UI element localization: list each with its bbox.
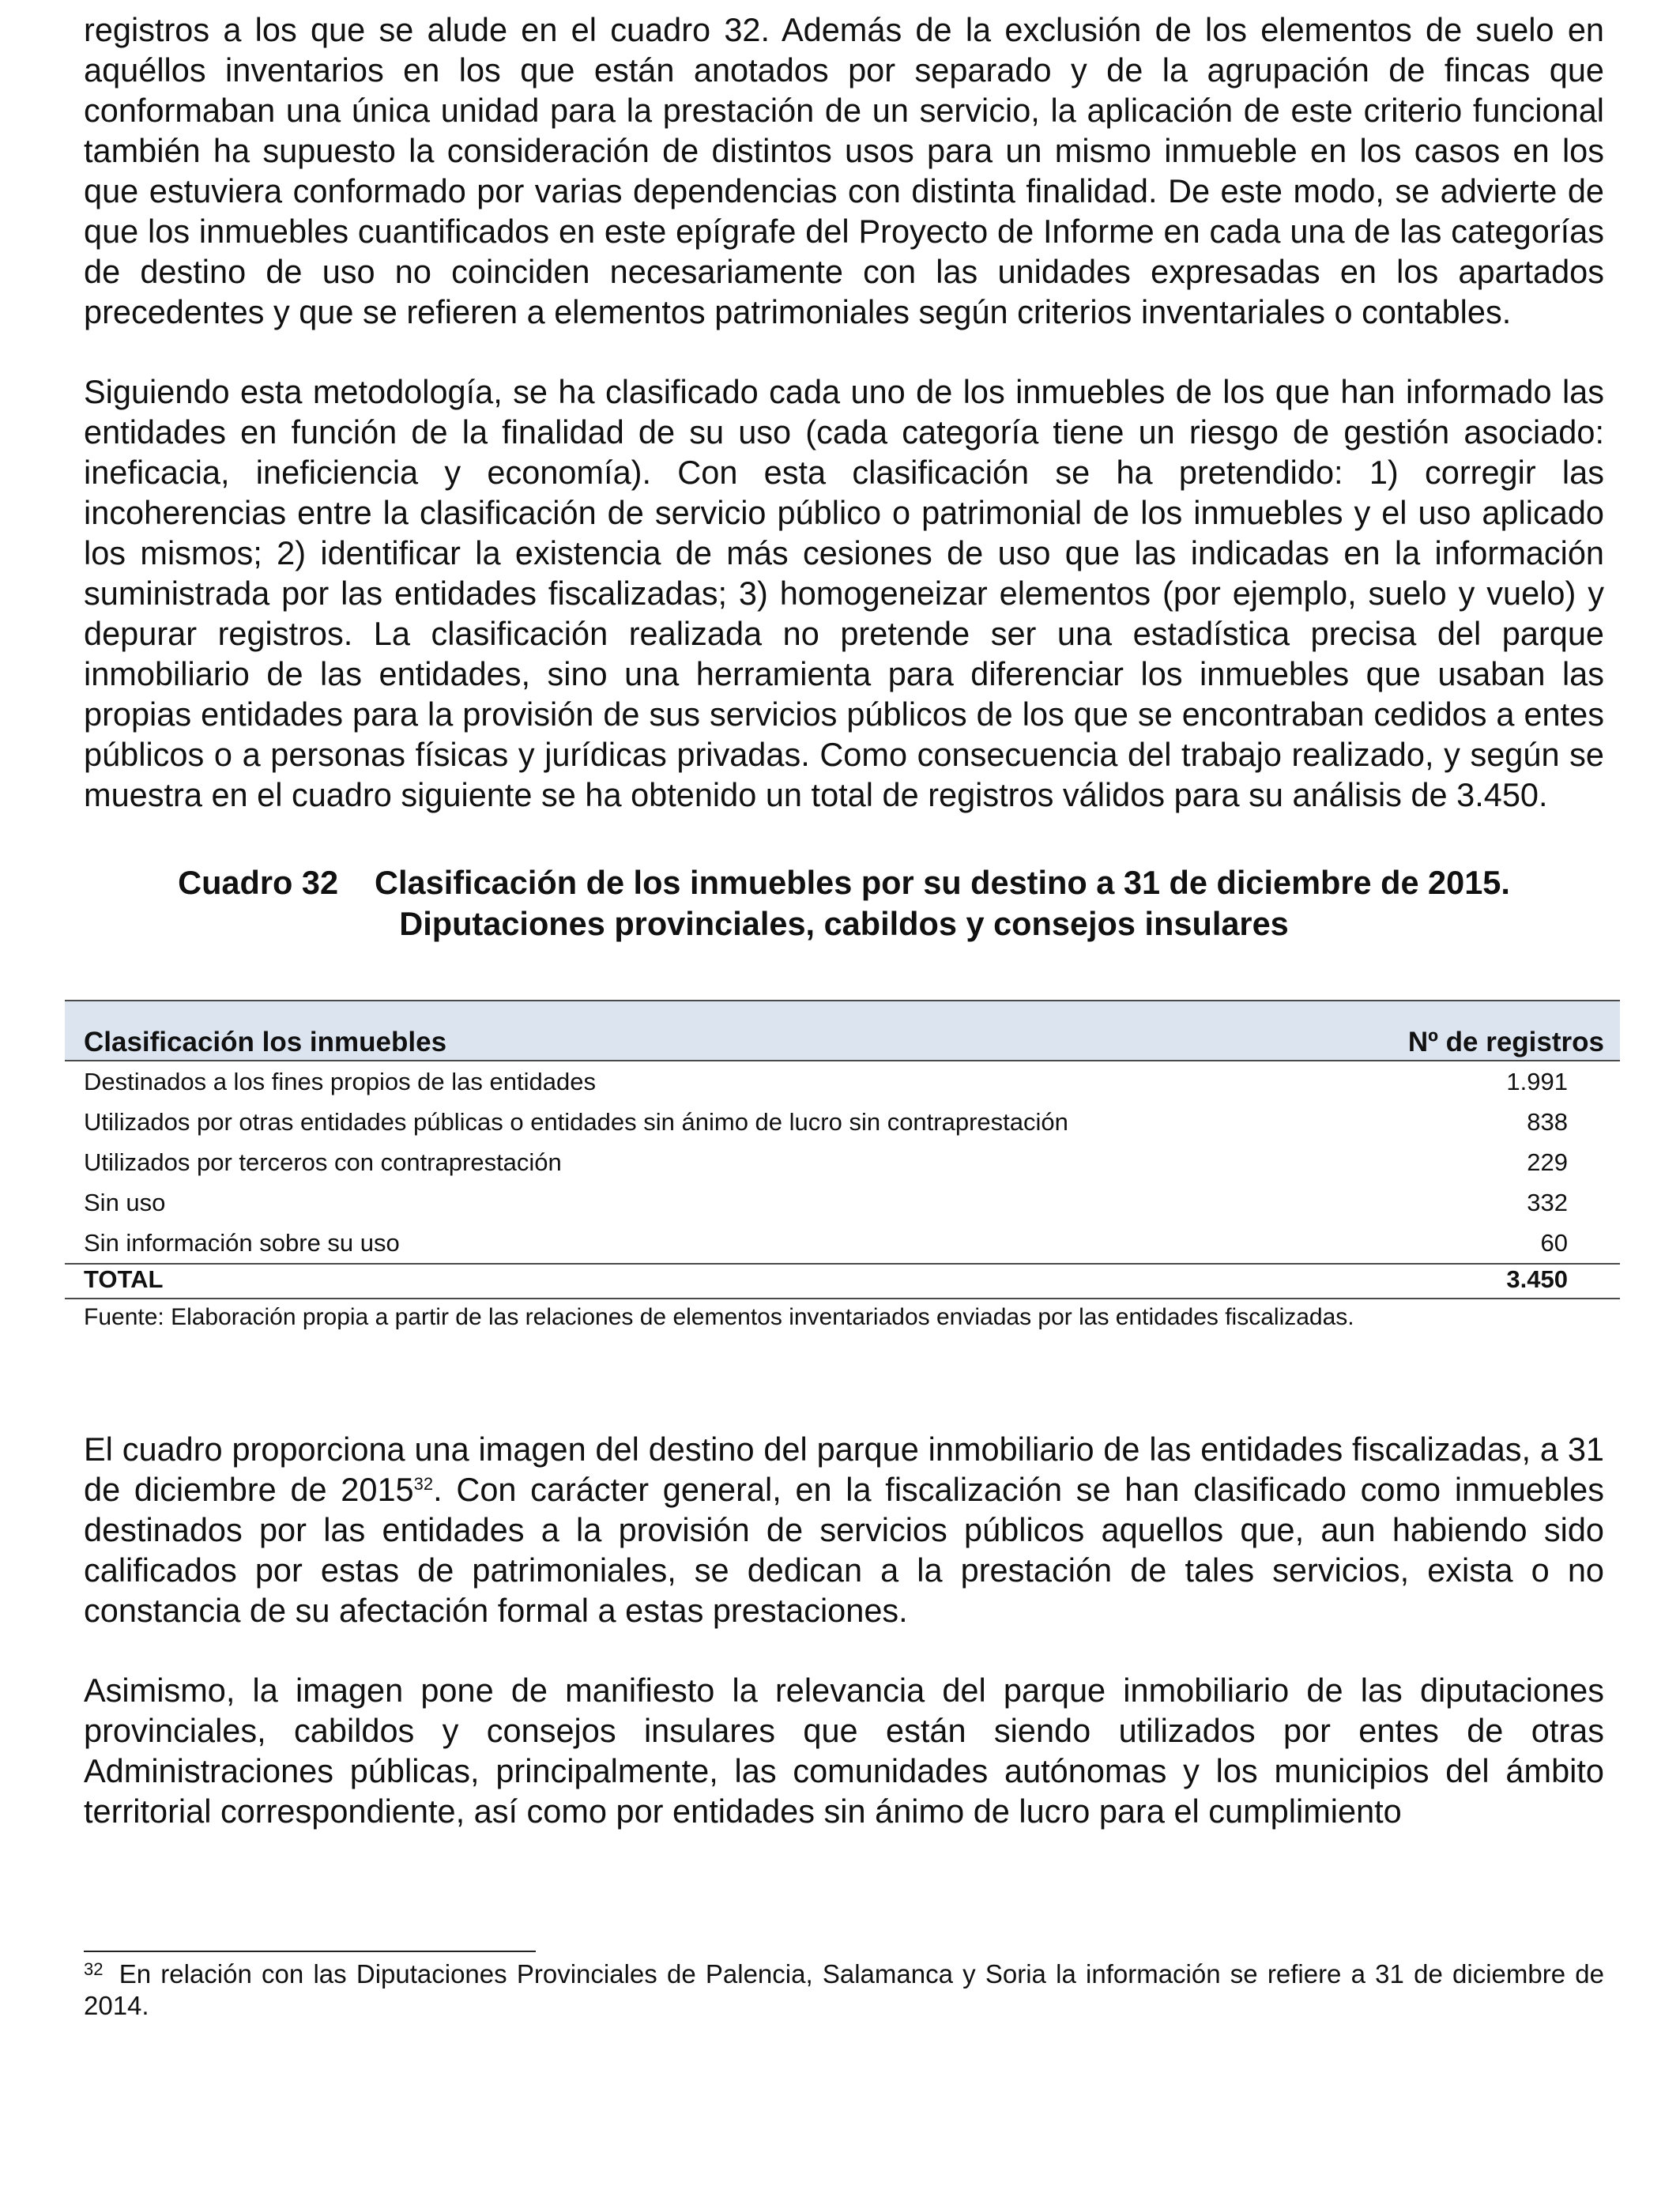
- footnote-number: 32: [84, 1959, 104, 1979]
- table-row: [65, 1102, 1620, 1142]
- table-header-row: [65, 1001, 1620, 1061]
- row-value: 1.991: [1506, 1068, 1568, 1095]
- paragraph-text: El cuadro proporciona una imagen del destino del parque inmobiliario de las entidades fiscalizadas, a 31 de diciembre de 2015: [84, 1431, 1604, 1508]
- row-label: Destinados a los fines propios de las entidades: [84, 1068, 596, 1095]
- body-paragraph: Asimismo, la imagen pone de manifiesto la relevancia del parque inmobiliario de las diputaciones provinciales, cabildos y consejos insulares que están siendo utilizados por entes de otras Administraciones públicas, principalmente, las comunidades autónomas y los municipios del ámbito territorial correspondiente, así como por entidades sin ánimo de lucro para el cumplimiento: [84, 1672, 1604, 1830]
- footnote: [84, 1958, 1604, 2022]
- column-header-classification: Clasificación los inmuebles: [65, 1001, 1341, 1061]
- row-label: Sin información sobre su uso: [84, 1229, 400, 1257]
- body-paragraph: Siguiendo esta metodología, se ha clasificado cada uno de los inmuebles de los que han informado las entidades en función de la finalidad de su uso (cada categoría tiene un riesgo de gestión asociado: ineficacia, ineficiencia y economía). Con esta clasificación se ha pretendido: 1) corregir las incoherencias entre la clasificación de servicio público o patrimonial de los inmuebles y el uso aplicado los mismos; 2) identificar la existencia de más cesiones de uso que las indicadas en la información suministrada por las entidades fiscalizadas; 3) homogeneizar elementos (por ejemplo, suelo y vuelo) y depurar registros. La clasificación realizada no pretende ser una estadística precisa del parque inmobiliario de las entidades, sino una herramienta para diferenciar los inmuebles que usaban las propias entidades para la provisión de sus servicios públicos de los que se encontraban cedidos a entes públicos o a personas físicas y jurídicas privadas. Como consecuencia del trabajo realizado, y según se muestra en el cuadro siguiente se ha obtenido un total de registros válidos para su análisis de 3.450.: [84, 373, 1604, 813]
- row-label: Sin uso: [84, 1189, 166, 1216]
- total-label: TOTAL: [65, 1264, 1341, 1299]
- column-header-records: Nº de registros: [1341, 1001, 1620, 1061]
- table-source-note: Fuente: Elaboración propia a partir de las relaciones de elementos inventariados enviadas por las entidades fiscalizadas.: [84, 1304, 1354, 1330]
- table-row: [65, 1182, 1620, 1223]
- row-value: 838: [1527, 1108, 1568, 1136]
- row-value: 332: [1527, 1189, 1568, 1216]
- table-row: [65, 1223, 1620, 1264]
- document-page: [84, 9, 1604, 1831]
- caption-title-line1: Clasificación de los inmuebles por su destino a 31 de diciembre de 2015.: [375, 864, 1510, 901]
- table-total-row: [65, 1264, 1620, 1299]
- classification-table: [65, 1000, 1620, 1299]
- body-paragraph: [84, 1429, 1604, 1630]
- body-paragraph: registros a los que se alude en el cuadro 32. Además de la exclusión de los elementos de suelo en aquéllos inventarios en los que están anotados por separado y de la agrupación de fincas que conformaban una única unidad para la prestación de un servicio, la aplicación de este criterio funcional también ha supuesto la consideración de distintos usos para un mismo inmueble en los casos en los que estuviera conformado por varias dependencias con distinta finalidad. De este modo, se advierte de que los inmuebles cuantificados en este epígrafe del Proyecto de Informe en cada una de las categorías de destino de uso no coinciden necesariamente con las unidades expresadas en los apartados precedentes y que se refieren a elementos patrimoniales según criterios inventariales o contables.: [84, 11, 1604, 330]
- footnote-reference[interactable]: 32: [413, 1474, 434, 1494]
- total-value: 3.450: [1341, 1264, 1620, 1299]
- table-container: [65, 1000, 1620, 1333]
- caption-title-line2: Diputaciones provinciales, cabildos y consejos insulares: [399, 905, 1289, 942]
- row-value: 229: [1527, 1148, 1568, 1176]
- footnote-text: En relación con las Diputaciones Provinciales de Palencia, Salamanca y Soria la información se refiere a 31 de diciembre de 2014.: [84, 1959, 1604, 2020]
- table-row: [65, 1142, 1620, 1182]
- table-caption: [84, 862, 1604, 944]
- table-row: [65, 1061, 1620, 1102]
- row-value: 60: [1540, 1229, 1568, 1257]
- row-label: Utilizados por terceros con contraprestación: [84, 1148, 562, 1176]
- footnote-separator: [84, 1951, 536, 1952]
- row-label: Utilizados por otras entidades públicas o entidades sin ánimo de lucro sin contraprestación: [84, 1108, 1068, 1136]
- paragraph-text: . Con carácter general, en la fiscalización se han clasificado como inmuebles destinados por las entidades a la provisión de servicios públicos aquellos que, aun habiendo sido calificados por estas de patrimoniales, se dedican a la prestación de tales servicios, exista o no constancia de su afectación formal a estas prestaciones.: [84, 1471, 1604, 1629]
- caption-number: Cuadro 32: [178, 864, 339, 901]
